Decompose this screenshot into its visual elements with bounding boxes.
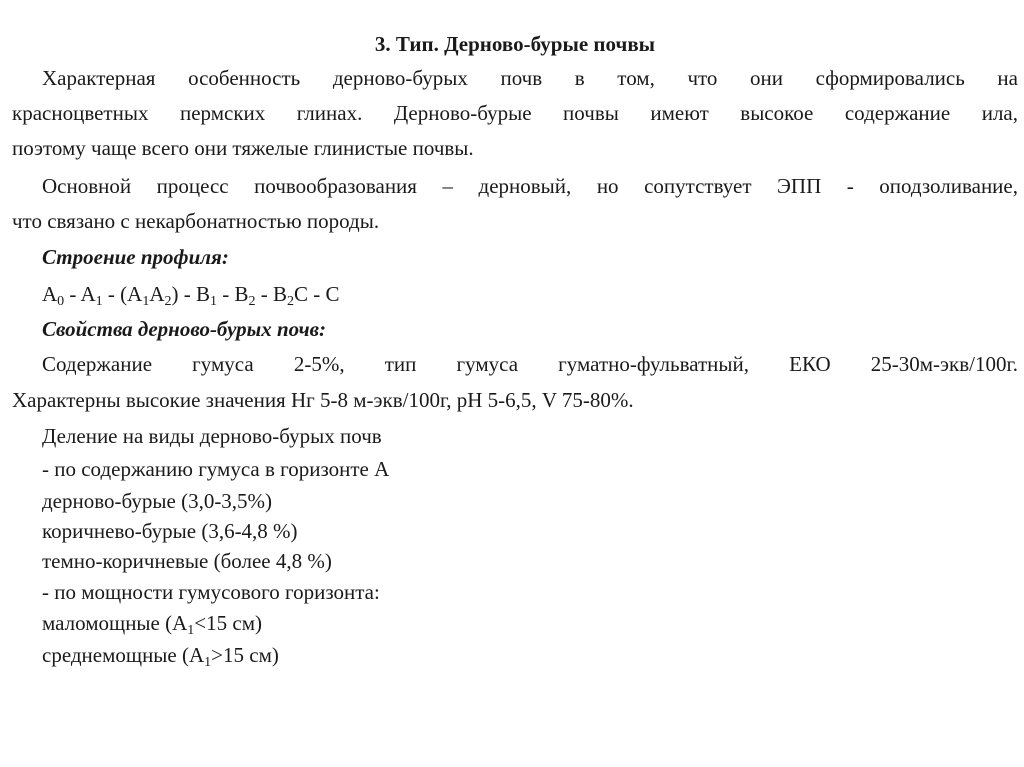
formula-sub: 2 (248, 294, 256, 309)
formula-part: - B (217, 282, 249, 306)
para3-line1: Содержание гумуса 2-5%, тип гумуса гуматно-фульватный, ЕКО 25-30м-экв/100г. (42, 352, 1018, 376)
formula-part: - A (64, 282, 96, 306)
division-item-2: коричнево-бурые (3,6-4,8 %) (42, 519, 298, 543)
formula-part: A (149, 282, 165, 306)
para1-line3: поэтому чаще всего они тяжелые глинистые почвы. (12, 136, 474, 160)
formula-part: - (A (102, 282, 143, 306)
division-thin (42, 609, 262, 637)
division-item-3: темно-коричневые (более 4,8 %) (42, 549, 332, 573)
para2-line1: Основной процесс почвообразования – дерновый, но сопутствует ЭПП - оподзоливание, (42, 174, 1018, 198)
formula-sub: 1 (210, 294, 217, 309)
medium-part: среднемощные (A (42, 643, 205, 667)
medium-part: >15 см) (211, 643, 279, 667)
formula-sub: 2 (287, 294, 294, 309)
profile-formula (42, 280, 340, 308)
formula-sub: 0 (57, 294, 65, 309)
thin-part: маломощные (A (42, 611, 188, 635)
thin-part: <15 см) (194, 611, 262, 635)
division-item-1: дерново-бурые (3,0-3,5%) (42, 489, 273, 513)
division-heading: Деление на виды дерново-бурых почв (42, 424, 382, 448)
para1-line1: Характерная особенность дерново-бурых почв в том, что они сформировались на (42, 66, 1018, 90)
formula-part: ) - B (171, 282, 210, 306)
division-medium (42, 641, 279, 669)
division-by-humus: - по содержанию гумуса в горизонте А (42, 457, 390, 481)
profile-heading: Строение профиля: (42, 245, 229, 269)
formula-sub: 1 (142, 294, 150, 309)
formula-part: C - C (294, 282, 340, 306)
thin-sub: 1 (187, 623, 195, 638)
properties-heading: Свойства дерново-бурых почв: (42, 317, 327, 341)
medium-sub: 1 (204, 655, 212, 670)
formula-part: - B (255, 282, 287, 306)
formula-sub: 2 (164, 294, 172, 309)
formula-part: A (42, 282, 58, 306)
para3-line2: Характерны высокие значения Hг 5-8 м-экв/100г, рН 5-6,5, V 75-80%. (12, 388, 634, 412)
para1-line2: красноцветных пермских глинах. Дерново-бурые почвы имеют высокое содержание ила, (12, 101, 1018, 125)
formula-sub: 1 (95, 294, 103, 309)
page-title: 3. Тип. Дерново-бурые почвы (374, 32, 656, 56)
para2-line2: что связано с некарбонатностью породы. (12, 209, 380, 233)
division-by-thickness: - по мощности гумусового горизонта: (42, 580, 380, 604)
